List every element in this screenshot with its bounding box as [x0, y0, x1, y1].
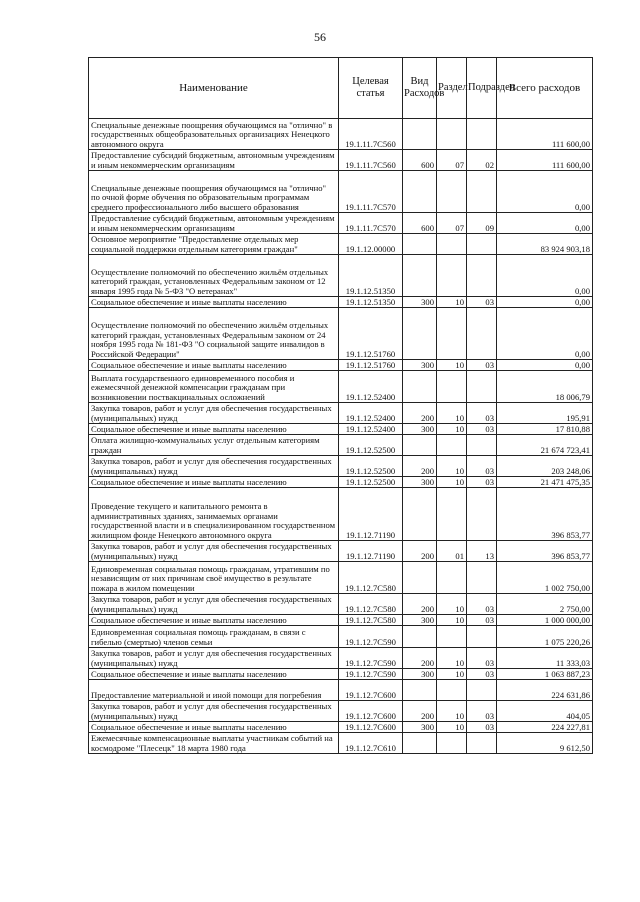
row-target: 19.1.12.51760 — [339, 360, 403, 371]
row-target: 19.1.12.7С590 — [339, 669, 403, 680]
row-target: 19.1.12.52400 — [339, 371, 403, 403]
row-target: 19.1.12.52400 — [339, 424, 403, 435]
row-subsection — [467, 626, 497, 648]
row-name: Социальное обеспечение и иные выплаты населению — [89, 722, 339, 733]
row-kind: 600 — [403, 150, 437, 171]
table-body — [89, 119, 593, 754]
row-target: 19.1.12.71190 — [339, 488, 403, 541]
row-target: 19.1.12.7С600 — [339, 680, 403, 701]
row-section — [437, 255, 467, 297]
row-subsection: 03 — [467, 424, 497, 435]
row-section: 10 — [437, 456, 467, 477]
row-name: Закупка товаров, работ и услуг для обеспечения государственных (муниципальных) нужд — [89, 701, 339, 722]
row-kind: 200 — [403, 541, 437, 562]
row-subsection — [467, 308, 497, 360]
row-total: 404,05 — [497, 701, 593, 722]
row-target: 19.1.12.52500 — [339, 435, 403, 456]
row-name: Социальное обеспечение и иные выплаты населению — [89, 360, 339, 371]
row-section — [437, 171, 467, 213]
row-name: Закупка товаров, работ и услуг для обеспечения государственных (муниципальных) нужд — [89, 648, 339, 669]
row-total: 224 227,81 — [497, 722, 593, 733]
row-name: Социальное обеспечение и иные выплаты населению — [89, 669, 339, 680]
row-total: 0,00 — [497, 171, 593, 213]
row-name: Осуществление полномочий по обеспечению жильём отдельных категорий граждан, установленных Федеральным законом от 12 января 1995 года № 5-ФЗ "О ветеранах" — [89, 255, 339, 297]
row-kind — [403, 171, 437, 213]
row-target: 19.1.11.7С570 — [339, 213, 403, 234]
row-total: 0,00 — [497, 255, 593, 297]
row-section: 01 — [437, 541, 467, 562]
row-name: Социальное обеспечение и иные выплаты населению — [89, 477, 339, 488]
row-kind: 300 — [403, 424, 437, 435]
header-kind: Вид Расходов — [403, 58, 437, 119]
row-total: 0,00 — [497, 308, 593, 360]
table-row — [89, 234, 593, 255]
row-total: 21 674 723,41 — [497, 435, 593, 456]
row-total: 396 853,77 — [497, 541, 593, 562]
table-row — [89, 722, 593, 733]
table-row — [89, 669, 593, 680]
row-section — [437, 371, 467, 403]
row-section — [437, 488, 467, 541]
row-kind: 200 — [403, 594, 437, 615]
table-row — [89, 435, 593, 456]
row-kind — [403, 733, 437, 754]
row-section: 10 — [437, 669, 467, 680]
table-row — [89, 297, 593, 308]
row-target: 19.1.12.7С580 — [339, 562, 403, 594]
row-name: Социальное обеспечение и иные выплаты населению — [89, 615, 339, 626]
row-target: 19.1.12.52400 — [339, 403, 403, 424]
table-row — [89, 308, 593, 360]
row-kind — [403, 680, 437, 701]
row-target: 19.1.12.7С600 — [339, 722, 403, 733]
row-subsection: 03 — [467, 297, 497, 308]
table-row — [89, 360, 593, 371]
row-subsection: 03 — [467, 403, 497, 424]
row-name: Закупка товаров, работ и услуг для обеспечения государственных (муниципальных) нужд — [89, 594, 339, 615]
header-section: Раздел — [437, 58, 467, 119]
table-row — [89, 213, 593, 234]
row-target: 19.1.12.51350 — [339, 255, 403, 297]
row-subsection: 03 — [467, 722, 497, 733]
row-section: 10 — [437, 297, 467, 308]
row-section: 10 — [437, 722, 467, 733]
table-row — [89, 255, 593, 297]
row-section — [437, 234, 467, 255]
row-total: 1 000 000,00 — [497, 615, 593, 626]
table-row — [89, 733, 593, 754]
row-name: Предоставление материальной и иной помощи для погребения — [89, 680, 339, 701]
row-total: 1 075 220,26 — [497, 626, 593, 648]
row-name: Проведение текущего и капитального ремонта в административных зданиях, занимаемых органами государственной власти и в специализированном государственном жилищном фонде Ненецкого автономного округа — [89, 488, 339, 541]
row-section: 10 — [437, 615, 467, 626]
row-name: Предоставление субсидий бюджетным, автономным учреждениям и иным некоммерческим организациям — [89, 213, 339, 234]
row-target: 19.1.12.52500 — [339, 477, 403, 488]
table-row — [89, 456, 593, 477]
row-total: 111 600,00 — [497, 119, 593, 150]
row-kind — [403, 308, 437, 360]
row-name: Специальные денежные поощрения обучающимся на "отлично" в государственных общеобразовательных организациях Ненецкого автономного округа — [89, 119, 339, 150]
row-target: 19.1.12.7С590 — [339, 648, 403, 669]
row-target: 19.1.12.7С610 — [339, 733, 403, 754]
row-kind: 300 — [403, 297, 437, 308]
table-row — [89, 477, 593, 488]
row-name: Осуществление полномочий по обеспечению жильём отдельных категорий граждан, установленных Федеральным законом от 24 ноября 1995 года № 181-ФЗ "О социальной защите инвалидов в Российской Федерации" — [89, 308, 339, 360]
row-kind — [403, 488, 437, 541]
row-total: 224 631,86 — [497, 680, 593, 701]
row-total: 0,00 — [497, 360, 593, 371]
row-target: 19.1.12.52500 — [339, 456, 403, 477]
row-section — [437, 308, 467, 360]
row-target: 19.1.12.7С580 — [339, 615, 403, 626]
header-name: Наименование — [89, 58, 339, 119]
row-section — [437, 680, 467, 701]
row-subsection: 03 — [467, 669, 497, 680]
row-name: Закупка товаров, работ и услуг для обеспечения государственных (муниципальных) нужд — [89, 456, 339, 477]
row-section: 10 — [437, 477, 467, 488]
row-section — [437, 562, 467, 594]
row-total: 21 471 475,35 — [497, 477, 593, 488]
row-subsection: 03 — [467, 477, 497, 488]
row-target: 19.1.11.7С560 — [339, 150, 403, 171]
row-target: 19.1.12.7С600 — [339, 701, 403, 722]
row-subsection — [467, 171, 497, 213]
row-subsection — [467, 371, 497, 403]
row-name: Единовременная социальная помощь гражданам, в связи с гибелью (смертью) членов семьи — [89, 626, 339, 648]
row-subsection — [467, 680, 497, 701]
row-total: 1 063 887,23 — [497, 669, 593, 680]
table-row — [89, 562, 593, 594]
row-total: 203 248,06 — [497, 456, 593, 477]
row-total: 83 924 903,18 — [497, 234, 593, 255]
table-row — [89, 626, 593, 648]
table-row — [89, 403, 593, 424]
row-name: Основное мероприятие "Предоставление отдельных мер социальной поддержки отдельным категориям граждан" — [89, 234, 339, 255]
row-subsection: 03 — [467, 648, 497, 669]
table-row — [89, 488, 593, 541]
row-kind: 200 — [403, 701, 437, 722]
row-kind: 300 — [403, 360, 437, 371]
row-section — [437, 733, 467, 754]
table-row — [89, 615, 593, 626]
row-target: 19.1.11.7С560 — [339, 119, 403, 150]
row-subsection: 03 — [467, 701, 497, 722]
row-name: Закупка товаров, работ и услуг для обеспечения государственных (муниципальных) нужд — [89, 541, 339, 562]
row-subsection — [467, 562, 497, 594]
row-total: 1 002 750,00 — [497, 562, 593, 594]
row-kind — [403, 626, 437, 648]
row-total: 0,00 — [497, 297, 593, 308]
row-subsection: 03 — [467, 360, 497, 371]
row-subsection — [467, 733, 497, 754]
row-subsection — [467, 255, 497, 297]
row-section: 10 — [437, 648, 467, 669]
row-subsection: 09 — [467, 213, 497, 234]
row-section — [437, 435, 467, 456]
row-target: 19.1.12.51350 — [339, 297, 403, 308]
row-section: 10 — [437, 424, 467, 435]
row-kind: 300 — [403, 669, 437, 680]
expenditure-table — [88, 57, 593, 754]
row-section: 10 — [437, 594, 467, 615]
row-subsection — [467, 435, 497, 456]
table-row — [89, 119, 593, 150]
row-total: 0,00 — [497, 213, 593, 234]
row-total: 195,91 — [497, 403, 593, 424]
table-row — [89, 424, 593, 435]
table-row — [89, 701, 593, 722]
row-kind — [403, 255, 437, 297]
row-name: Предоставление субсидий бюджетным, автономным учреждениям и иным некоммерческим организациям — [89, 150, 339, 171]
table-row — [89, 594, 593, 615]
row-name: Ежемесячные компенсационные выплаты участникам событий на космодроме "Плесецк" 18 марта 1980 года — [89, 733, 339, 754]
row-total: 396 853,77 — [497, 488, 593, 541]
row-section: 07 — [437, 213, 467, 234]
page-number: 56 — [314, 30, 326, 44]
row-target: 19.1.12.71190 — [339, 541, 403, 562]
row-kind: 200 — [403, 648, 437, 669]
row-kind: 300 — [403, 722, 437, 733]
table-row — [89, 680, 593, 701]
row-kind: 200 — [403, 456, 437, 477]
row-section: 10 — [437, 701, 467, 722]
row-target: 19.1.12.51760 — [339, 308, 403, 360]
row-kind: 300 — [403, 615, 437, 626]
table-row — [89, 648, 593, 669]
table-row — [89, 371, 593, 403]
row-kind: 200 — [403, 403, 437, 424]
row-section — [437, 119, 467, 150]
table-row — [89, 541, 593, 562]
row-total: 111 600,00 — [497, 150, 593, 171]
row-subsection: 02 — [467, 150, 497, 171]
row-kind — [403, 119, 437, 150]
row-target: 19.1.11.7С570 — [339, 171, 403, 213]
row-name: Единовременная социальная помощь гражданам, утратившим по независящим от них причинам своё имущество в результате пожара в жилом помещении — [89, 562, 339, 594]
row-kind — [403, 435, 437, 456]
table-row — [89, 171, 593, 213]
header-total: Всего расходов — [497, 58, 593, 119]
row-kind — [403, 562, 437, 594]
row-subsection: 03 — [467, 615, 497, 626]
row-total: 18 006,79 — [497, 371, 593, 403]
row-subsection — [467, 488, 497, 541]
row-section — [437, 626, 467, 648]
row-total: 9 612,50 — [497, 733, 593, 754]
row-name: Закупка товаров, работ и услуг для обеспечения государственных (муниципальных) нужд — [89, 403, 339, 424]
row-subsection — [467, 234, 497, 255]
table-row — [89, 150, 593, 171]
row-kind — [403, 234, 437, 255]
row-name: Выплата государственного единовременного пособия и ежемесячной денежной компенсации гражданам при возникновении поствакцинальных осложнений — [89, 371, 339, 403]
row-name: Социальное обеспечение и иные выплаты населению — [89, 297, 339, 308]
row-target: 19.1.12.00000 — [339, 234, 403, 255]
row-total: 17 810,88 — [497, 424, 593, 435]
row-subsection: 03 — [467, 456, 497, 477]
row-total: 2 750,00 — [497, 594, 593, 615]
row-section: 07 — [437, 150, 467, 171]
row-name: Оплата жилищно-коммунальных услуг отдельным категориям граждан — [89, 435, 339, 456]
row-total: 11 333,03 — [497, 648, 593, 669]
row-subsection: 03 — [467, 594, 497, 615]
row-subsection — [467, 119, 497, 150]
header-target: Целевая статья — [339, 58, 403, 119]
header-subsection: Подраздел — [467, 58, 497, 119]
row-name: Социальное обеспечение и иные выплаты населению — [89, 424, 339, 435]
row-target: 19.1.12.7С590 — [339, 626, 403, 648]
row-kind: 600 — [403, 213, 437, 234]
row-target: 19.1.12.7С580 — [339, 594, 403, 615]
table-header-row — [89, 58, 593, 119]
row-name: Специальные денежные поощрения обучающимся на "отлично" по очной форме обучения по образовательным программам среднего профессионального либо высшего образования — [89, 171, 339, 213]
row-section: 10 — [437, 360, 467, 371]
row-kind — [403, 371, 437, 403]
row-kind: 300 — [403, 477, 437, 488]
row-subsection: 13 — [467, 541, 497, 562]
row-section: 10 — [437, 403, 467, 424]
